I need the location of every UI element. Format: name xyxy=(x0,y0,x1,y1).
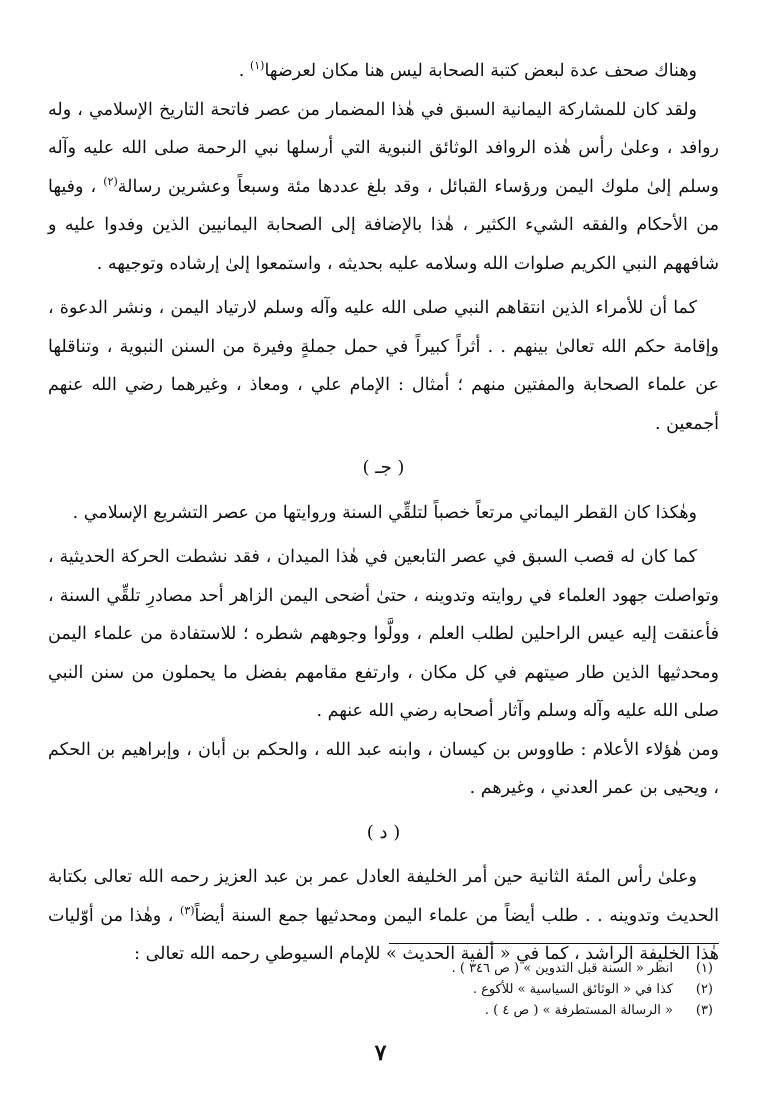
footnote-2-number: (٢) xyxy=(695,982,713,997)
section-heading-d: ( د ) xyxy=(366,821,401,843)
footnote-3 xyxy=(48,1000,713,1021)
section-heading-c: ( جـ ) xyxy=(362,457,405,478)
main-text xyxy=(48,52,719,980)
paragraph-5: كما كان له قصب السبق في عصر التابعين في هٰذا الميدان ، فقد نشطت الحركة الحديثية ، وتواصلت جهود العلماء في روايته وتدوينه ، حتىٰ أضحى اليمن الزاهر أحد مصادرِ تلقِّي السنة ، فأعنقت إليه عيس الراحلين لطلب العلم ، وولَّوا وجوههم شطره ؛ للاستفادة من علماء اليمن ومحدثيها الذين طار صيتهم في كل مكان ، وارتفع مقامهم بفضل ما يحملون من سنن النبي صلى الله عليه وآله وسلم وآثار أصحابه رضي الله عنهم . xyxy=(48,547,719,721)
footnote-ref-2: (٢) xyxy=(103,174,118,188)
paragraph-2-text: ولقد كان للمشاركة اليمانية السبق في هٰذا المضمار من عصر فاتحة التاريخ الإسلامي ، وله روافد ، وعلىٰ رأس هٰذه الروافد الوثائق النبوية التي أرسلها نبي الرحمة صلى الله عليه وآله وسلم إلىٰ ملوك اليمن ورؤساء القبائل ، وقد بلغ عددها مئة وسبعاً وعشرين رسالة xyxy=(48,99,719,197)
footnote-2 xyxy=(48,979,713,1000)
footnote-divider xyxy=(389,943,719,944)
paragraph-1-text: وهناك صحف عدة لبعض كتبة الصحابة ليس هنا مكان لعرضها xyxy=(264,61,697,81)
paragraph-7-text: وعلىٰ رأس المئة الثانية حين أمر الخليفة العادل عمر بن عبد العزيز رحمه الله تعالى بكتابة الحديث وتدوينه . . طلب أيضاً من علماء اليمن ومحدثيها جمع السنة أيضاً xyxy=(48,867,719,926)
paragraph-6: ومن هٰؤلاء الأعلام : طاووس بن كيسان ، وابنه عبد الله ، والحكم بن أبان ، وإبراهيم بن الحكم ، ويحيى بن عمر العدني ، وغيرهم . xyxy=(48,739,719,798)
paragraph-2-end: ، وفيها من الأحكام والفقه الشيء الكثير ، هٰذا بالإضافة إلى الصحابة اليمانيين الذين وفدوا عليه و شافههم النبي الكريم صلوات الله وسلامه عليه بحديثه ، واستمعوا إلىٰ إرشاده وتوجيهه . xyxy=(48,176,719,274)
paragraph-4: وهٰكذا كان القطر اليماني مرتعاً خصباً لتلقِّي السنة وروايتها من عصر التشريع الإسلامي . xyxy=(72,502,697,523)
paragraph-7-end: ، وهٰذا من أوّليات هٰذا الخليفة الراشد ، كما في « ألفية الحديث » للإمام السيوطي رحمه الله تعالى : xyxy=(48,905,719,964)
paragraph-1 xyxy=(48,52,719,91)
paragraph-3: كما أن للأمراء الذين انتقاهم النبي صلى الله عليه وآله وسلم لارتياد اليمن ، ونشر الدعوة ، وإقامة حكم الله تعالىٰ بينهم . . أثراً كبيراً في حمل جملةٍ وفيرة من السنن النبوية ، وتناقلها عن علماء الصحابة والمفتين منهم ؛ أمثال : الإمام علي ، ومعاذ ، وغيرهما رضي الله عنهم أجمعين . xyxy=(48,298,719,434)
page-number: ٧ xyxy=(374,1040,387,1066)
footnote-1 xyxy=(48,958,713,979)
footnote-3-number: (٣) xyxy=(695,1003,713,1018)
footnote-ref-1: (١) xyxy=(249,59,265,73)
paragraph-7 xyxy=(48,858,719,974)
footnote-2-text: كذا في « الوثائق السياسية » للأكوع . xyxy=(472,982,673,997)
footnotes xyxy=(48,958,713,1021)
footnote-1-number: (١) xyxy=(695,961,713,976)
paragraph-2 xyxy=(48,91,719,284)
footnote-1-text: انظر « السنة قبل التدوين » ( ص ٣٤٦ ) . xyxy=(451,961,673,976)
paragraph-1-end: . xyxy=(238,61,250,81)
footnote-3-text: « الرسالة المستطرفة » ( ص ٤ ) . xyxy=(484,1003,673,1018)
footnote-ref-3: (٣) xyxy=(180,903,195,917)
